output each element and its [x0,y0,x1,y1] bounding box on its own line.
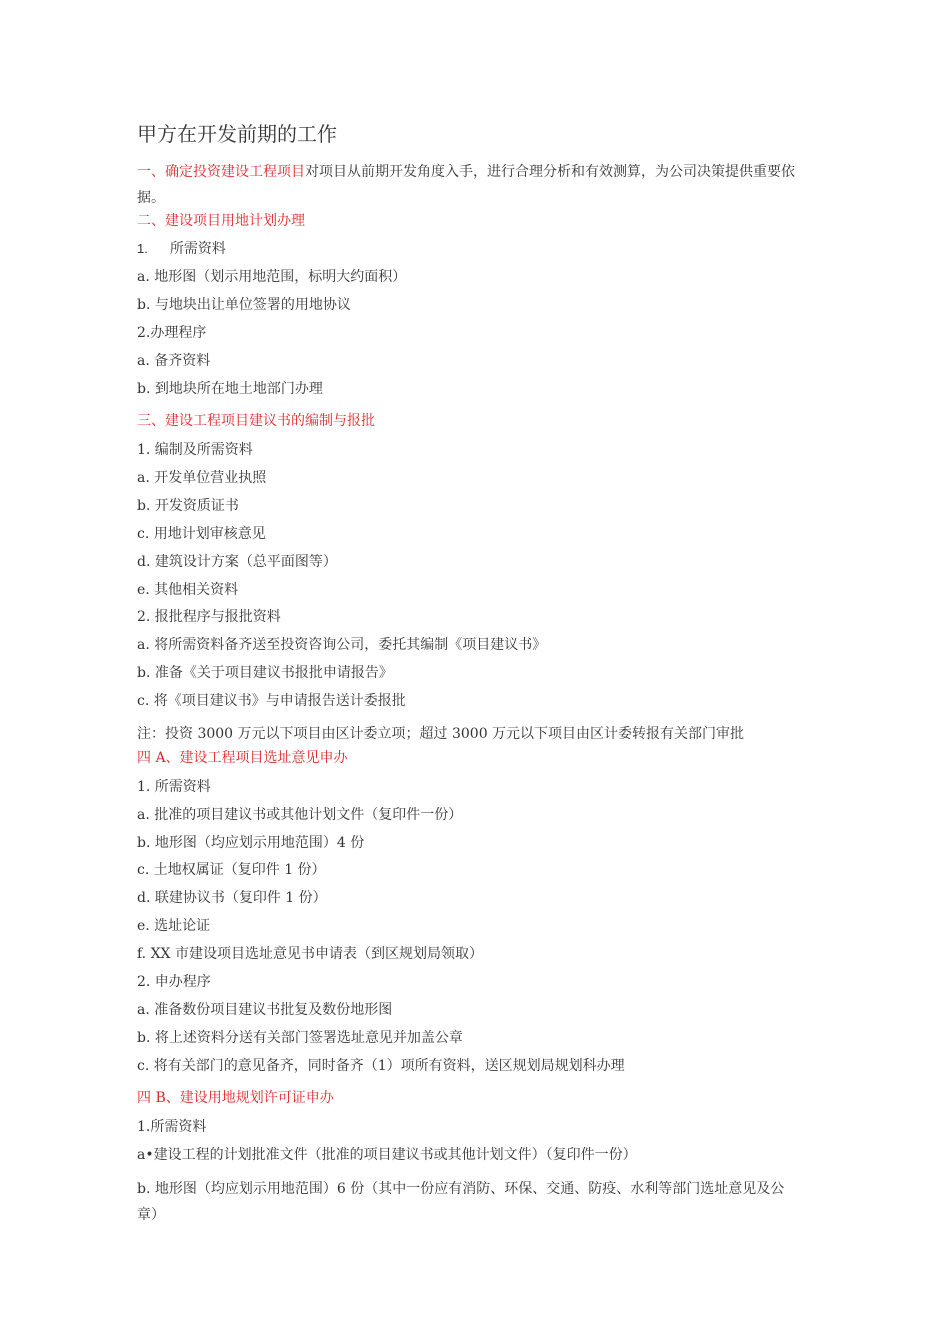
list-item: a. 将所需资料备齐送至投资咨询公司，委托其编制《项目建议书》 [137,637,547,653]
list-item: b. 开发资质证书 [137,498,239,514]
list-item: a. 地形图（划示用地范围，标明大约面积） [137,269,407,285]
list-item: c. 将有关部门的意见备齐，同时备齐（1）项所有资料，送区规划局规划科办理 [137,1058,625,1074]
list-item: b. 地形图（均应划示用地范围）6 份（其中一份应有消防、环保、交通、防疫、水利等部门选址意见及公章） [137,1181,785,1223]
list-item: f. XX 市建设项目选址意见书申请表（到区规划局领取） [137,946,483,962]
section-1-heading: 一、确定投资建设工程项目 [137,164,305,180]
section-1-paragraph [137,159,797,211]
page-title: 甲方在开发前期的工作 [137,122,337,146]
list-item: 1.所需资料 [137,1119,207,1135]
section-1-text: 对项目从前期开发角度入手，进行合理分析和有效测算，为公司决策提供重要依据。 [137,164,795,206]
section-3-heading: 三、建设工程项目建议书的编制与报批 [137,413,375,429]
list-item: d. 建筑设计方案（总平面图等） [137,554,337,570]
list-item: b. 准备《关于项目建议书报批申请报告》 [137,665,393,681]
list-item: d. 联建协议书（复印件 1 份） [137,890,327,906]
section-3-note: 注：投资 3000 万元以下项目由区计委立项；超过 3000 万元以下项目由区计委转报有关部门审批 [137,726,745,742]
list-item: b. 将上述资料分送有关部门签署选址意见并加盖公章 [137,1030,463,1046]
list-item: a•建设工程的计划批准文件（批准的项目建议书或其他计划文件）（复印件一份） [137,1147,637,1163]
section-4a-heading: 四 A、建设工程项目选址意见申办 [137,750,348,766]
list-item: e. 其他相关资料 [137,582,239,598]
list-item: 1. 所需资料 [137,779,211,795]
section-4b-heading: 四 B、建设用地规划许可证申办 [137,1090,334,1106]
list-item: c. 将《项目建议书》与申请报告送计委报批 [137,693,406,709]
list-item: a. 开发单位营业执照 [137,470,267,486]
list-item: b. 与地块出让单位签署的用地协议 [137,297,351,313]
list-item: c. 土地权属证（复印件 1 份） [137,862,326,878]
list-item: b. 地形图（均应划示用地范围）4 份 [137,835,365,851]
list-item: 2. 报批程序与报批资料 [137,609,281,625]
list-item: a. 批准的项目建议书或其他计划文件（复印件一份） [137,807,463,823]
list-item: b. 到地块所在地土地部门办理 [137,381,323,397]
list-item: 1. 所需资料 [137,241,226,257]
list-item: 1. 编制及所需资料 [137,442,253,458]
list-item: a. 备齐资料 [137,353,211,369]
list-item: e. 选址论证 [137,918,211,934]
list-item: a. 准备数份项目建议书批复及数份地形图 [137,1002,393,1018]
section-2-heading: 二、建设项目用地计划办理 [137,213,305,229]
list-item: 2. 申办程序 [137,974,211,990]
list-item: c. 用地计划审核意见 [137,526,266,542]
list-item: 2.办理程序 [137,325,207,341]
